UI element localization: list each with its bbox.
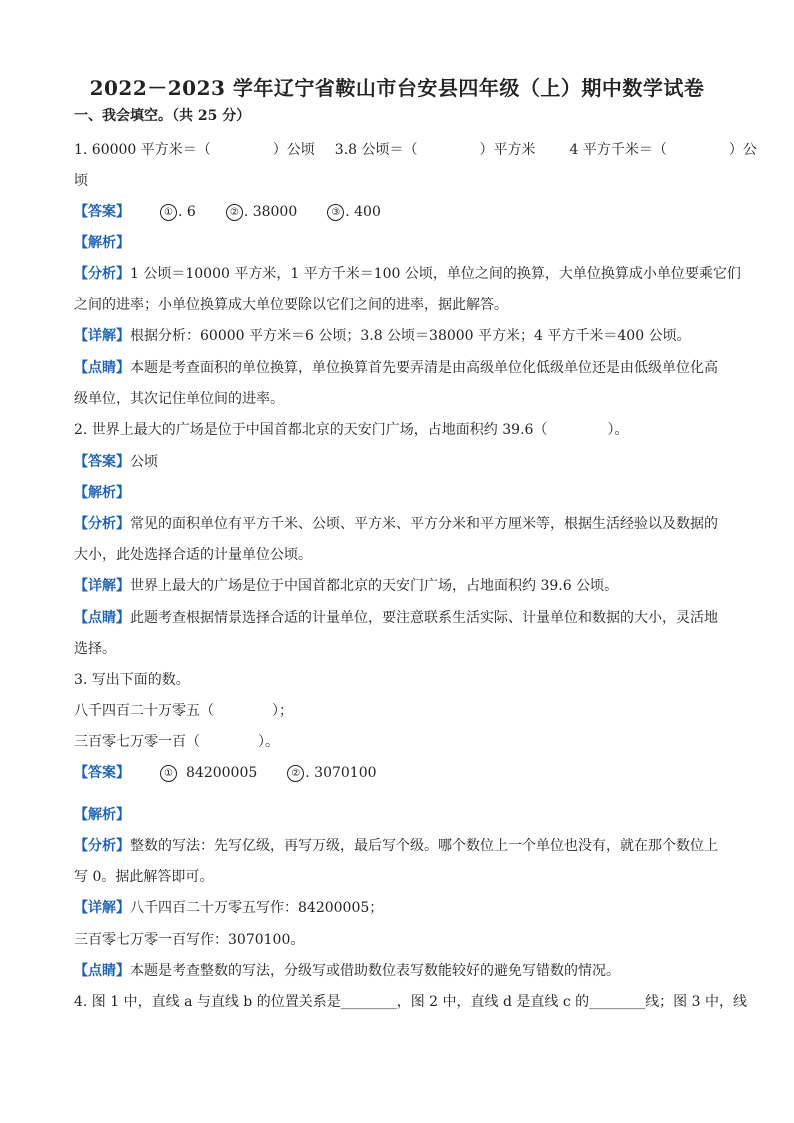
answer-tag: 【答案】 (74, 204, 130, 220)
question-1-answer: 【答案】 ① . 6 ② . 38000 ③ . 400 (74, 204, 381, 220)
question-2-dianjing: 【点睛】此题考查根据情景选择合适的计量单位，要注意联系生活实际、计量单位和数据的大小，灵活地 (74, 610, 718, 626)
question-1-stem: 1. 60000 平方米＝（ ）公顷 3.8 公顷＝（ ）平方米 4 平方千米＝（ ）公 (74, 142, 757, 158)
question-1-fenxi: 【分析】1 公顷＝10000 平方米，1 平方千米＝100 公顷，单位之间的换算，大单位换算成小单位要乘它们 (74, 266, 741, 282)
analysis-heading: 【解析】 (74, 485, 130, 501)
question-1-stem-cont: 顷 (74, 173, 88, 189)
section-heading: 一、我会填空。（共 25 分） (74, 108, 251, 124)
question-4-stem: 4. 图 1 中，直线 a 与直线 b 的位置关系是________，图 2 中，直线 d 是直线 c 的________线；图 3 中，线 (74, 994, 747, 1010)
analysis-heading: 【解析】 (74, 235, 130, 251)
question-2-xiangjie: 【详解】世界上最大的广场是位于中国首都北京的天安门广场，占地面积约 39.6 公顷。 (74, 578, 619, 594)
question-2-dianjing-cont: 选择。 (74, 641, 116, 657)
question-2-answer: 【答案】公顷 (74, 454, 158, 470)
question-3-xiangjie: 【详解】八千四百二十万零五写作：84200005； (74, 900, 384, 916)
question-3-answer: 【答案】 ① 84200005 ② . 3070100 (74, 765, 377, 781)
analysis-heading: 【解析】 (74, 807, 130, 823)
question-3-dianjing: 【点睛】本题是考查整数的写法，分级写或借助数位表写数能较好的避免写错数的情况。 (74, 963, 620, 979)
question-3-xiangjie-cont: 三百零七万零一百写作：3070100。 (74, 932, 305, 948)
page-title: 2022－2023 学年辽宁省鞍山市台安县四年级（上）期中数学试卷 (89, 76, 705, 100)
question-2-fenxi-cont: 大小，此处选择合适的计量单位公顷。 (74, 547, 312, 563)
question-3-fenxi: 【分析】整数的写法：先写亿级，再写万级，最后写个级。哪个数位上一个单位也没有，就在那个数位上 (74, 838, 718, 854)
question-1-dianjing: 【点睛】本题是考查面积的单位换算，单位换算首先要弄清是由高级单位化低级单位还是由低级单位化高 (74, 360, 718, 376)
question-1-dianjing-cont: 级单位，其次记住单位间的进率。 (74, 391, 284, 407)
question-3-fenxi-cont: 写 0。据此解答即可。 (74, 869, 214, 885)
question-2-fenxi: 【分析】常见的面积单位有平方千米、公顷、平方米、平方分米和平方厘米等，根据生活经验以及数据的 (74, 516, 718, 532)
question-2-stem: 2. 世界上最大的广场是位于中国首都北京的天安门广场，占地面积约 39.6（ ）。 (74, 422, 629, 438)
question-3-item-2: 三百零七万零一百（ ）。 (74, 734, 279, 750)
question-1-fenxi-cont: 之间的进率；小单位换算成大单位要除以它们之间的进率，据此解答。 (74, 297, 508, 313)
question-3-stem: 3. 写出下面的数。 (74, 672, 190, 688)
question-3-item-1: 八千四百二十万零五（ ）； (74, 703, 293, 719)
question-1-xiangjie: 【详解】根据分析：60000 平方米＝6 公顷；3.8 公顷＝38000 平方米；4 平方千米＝400 公顷。 (74, 328, 691, 344)
